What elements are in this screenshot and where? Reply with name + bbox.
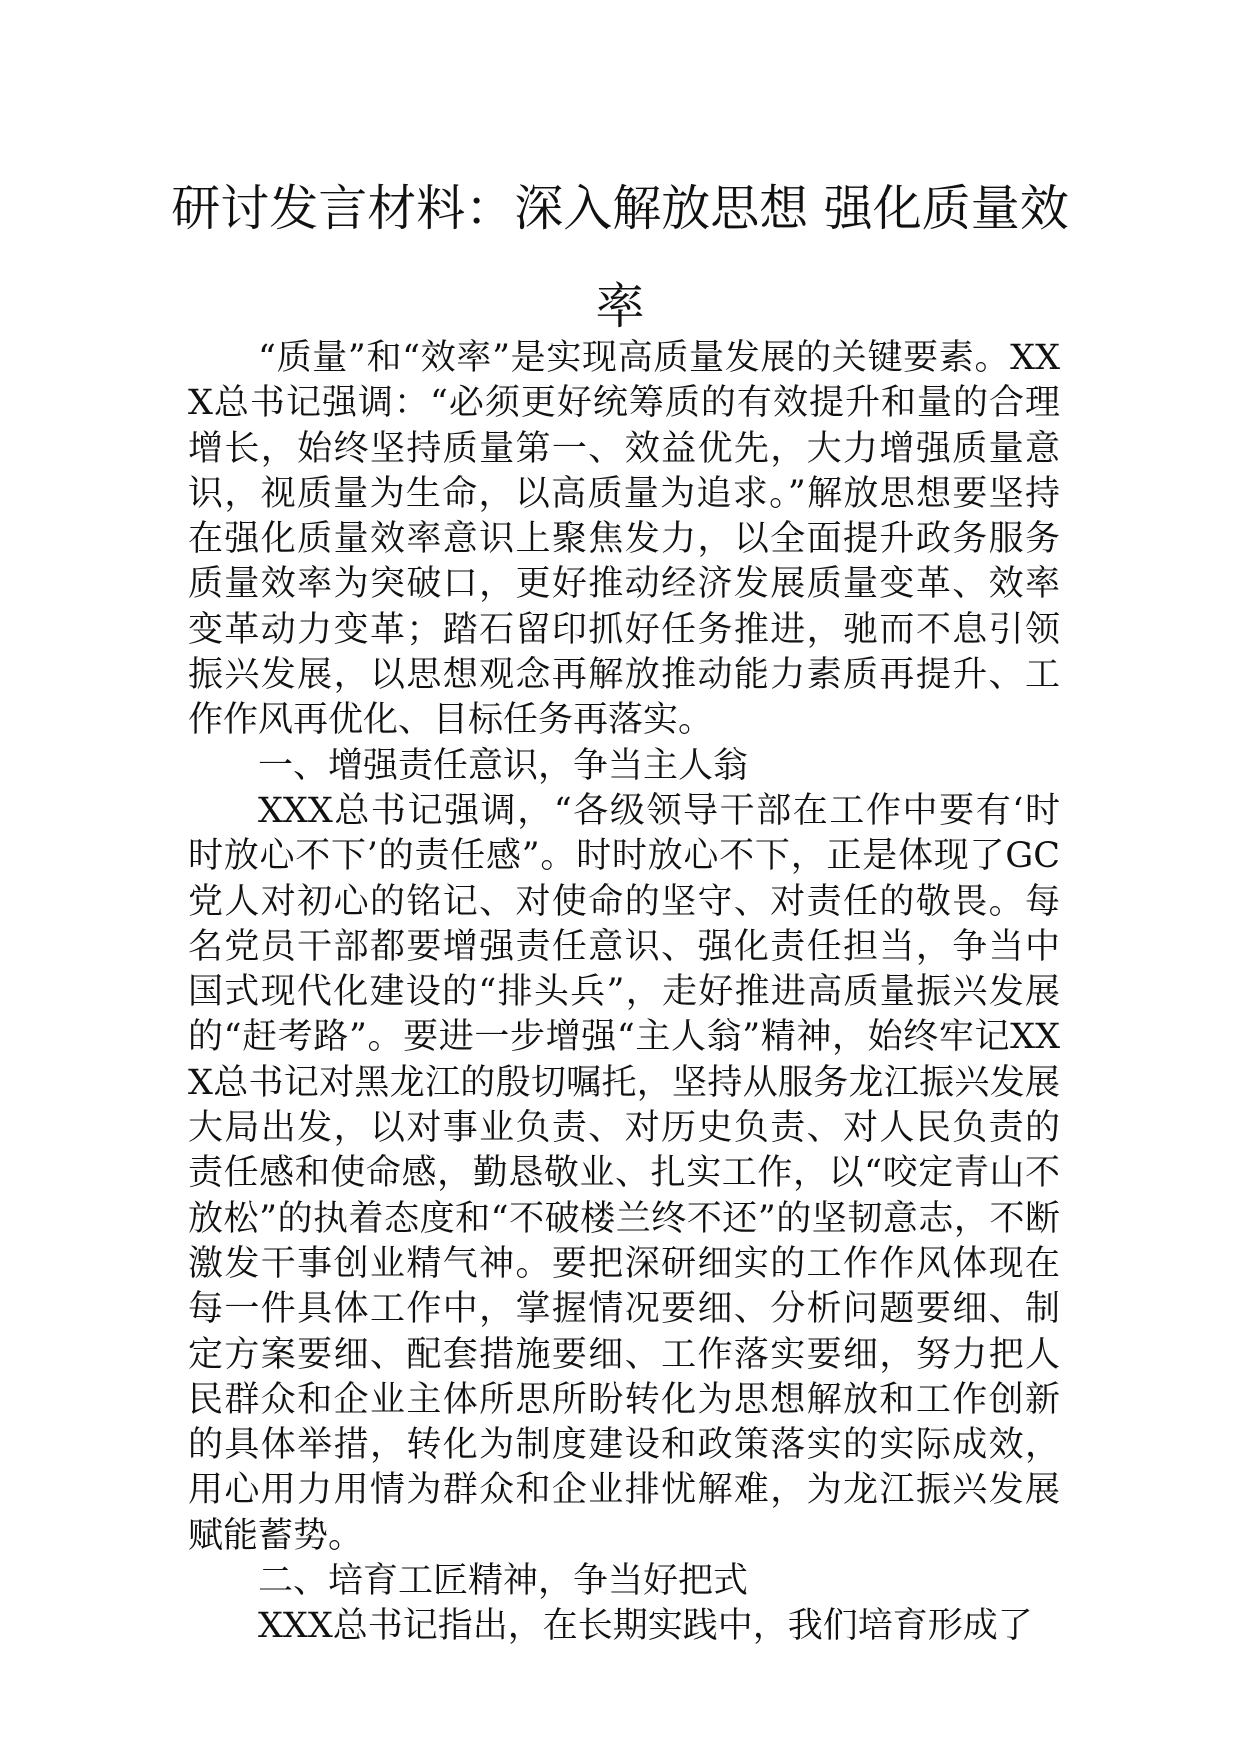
section-heading-2: 二、培育工匠精神，争当好把式 xyxy=(258,1561,749,1602)
document-body xyxy=(188,336,1060,1650)
section-1-paragraph: XXX总书记强调，“各级领导干部在工作中要有‘时时放心不下’的责任感”。时时放心不下，正是体现了GC党人对初心的铭记、对使命的坚守、对责任的敬畏。每名党员干部都要增强责任意识、强化责任担当，争当中国式现代化建设的“排头兵”，走好推进高质量振兴发展的“赶考路”。要进一步增强“主人翁”精神，始终牢记XXX总书记对黑龙江的殷切嘱托，坚持从服务龙江振兴发展大局出发，以对事业负责、对历史负责、对人民负责的责任感和使命感，勤恳敬业、扎实工作，以“咬定青山不放松”的执着态度和“不破楼兰终不还”的坚韧意志，不断激发干事创业精气神。要把深研细实的工作作风体现在每一件具体工作中，掌握情况要细、分析问题要细、制定方案要细、配套措施要细、工作落实要细，努力把人民群众和企业主体所思所盼转化为思想解放和工作创新的具体举措，转化为制度建设和政策落实的实际成效，用心用力用情为群众和企业排忧解难，为龙江振兴发展赋能蓄势。 xyxy=(188,790,1060,1556)
document-title: 研讨发言材料：深入解放思想 强化质量效率 xyxy=(171,180,1069,335)
section-2-paragraph: XXX总书记指出，在长期实践中，我们培育形成了 xyxy=(258,1606,1033,1647)
section-heading-1: 一、增强责任意识，争当主人翁 xyxy=(258,745,749,786)
intro-paragraph: “质量”和“效率”是实现高质量发展的关键要素。XXX总书记强调：“必须更好统筹质的有效提升和量的合理增长，始终坚持质量第一、效益优先，大力增强质量意识，视质量为生命，以高质量为追求。”解放思想要坚持在强化质量效率意识上聚焦发力，以全面提升政务服务质量效率为突破口，更好推动经济发展质量变革、效率变革动力变革；踏石留印抓好任务推进，驰而不息引领振兴发展，以思想观念再解放推动能力素质再提升、工作作风再优化、目标任务再落实。 xyxy=(188,338,1060,741)
